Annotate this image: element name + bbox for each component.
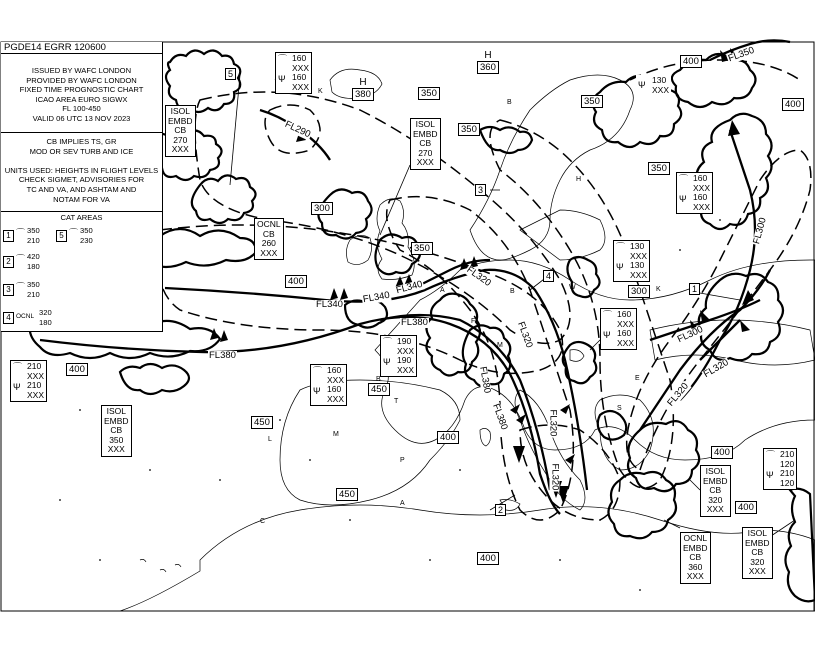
cat-number: 2 (3, 256, 14, 268)
tropopause-label: 350 (581, 95, 603, 108)
cb-base: XXX (107, 444, 125, 454)
tropopause-label: 450 (251, 416, 273, 429)
cat-base: 180 (27, 262, 40, 271)
issued-block (1, 54, 162, 133)
place-letter: E (635, 375, 640, 382)
cat-area-5 (56, 226, 156, 248)
jet-level-label: FL380 (477, 365, 493, 395)
tropopause-label: 400 (782, 98, 804, 111)
tropopause-label: 450 (368, 383, 390, 396)
turb-ice-label: ⌒ Ψ 160 XXX 160 XXX (310, 364, 347, 406)
cb-base: XXX (416, 157, 434, 167)
place-letter: M (333, 431, 339, 438)
icing-icon: Ψ (603, 330, 611, 340)
tropopause-label: 400 (711, 446, 733, 459)
cat-base: 210 (27, 290, 40, 299)
chart-header: PGDE14 EGRR 120600 (1, 42, 163, 54)
cb-type: EMBD (168, 115, 193, 126)
cat-top: 350 (27, 226, 40, 235)
tropopause-label: 450 (336, 488, 358, 501)
cat-top: 350 (27, 280, 40, 289)
cb-base: XXX (171, 144, 189, 154)
icing-icon: Ψ (679, 194, 687, 204)
cb-type: EMBD (745, 537, 770, 548)
place-letter: W (569, 284, 576, 291)
cat-area-number: 3 (475, 184, 486, 196)
place-letter: P (400, 457, 405, 464)
icing-icon: Ψ (383, 357, 391, 367)
turbulence-icon: ⌒ (616, 242, 626, 252)
cb-cloud: CB (689, 552, 702, 562)
turb-ice-label: ⌒ Ψ 130 XXX 130 XXX (613, 240, 650, 282)
jet-level-label: FL320 (549, 463, 561, 491)
jet-level-label: FL340 (316, 299, 343, 310)
cat-base: 180 (39, 318, 52, 327)
icing-icon: Ψ (278, 74, 286, 84)
cat-number: 5 (56, 230, 67, 242)
turbulence-icon: ⌒ (383, 337, 393, 347)
place-letter: S (617, 405, 622, 412)
cat-area-number: 1 (689, 283, 700, 295)
cb-coverage: ISOL (106, 406, 126, 416)
cb-coverage: ISOL (170, 106, 190, 116)
cb-base: XXX (748, 566, 766, 576)
cat-area-2 (3, 252, 161, 274)
turb-ice-label: ⌒ Ψ 210 120 210 120 (763, 448, 797, 490)
note-line: TC AND VA, AND ASHTAM AND (26, 184, 137, 194)
note-line (1, 156, 162, 166)
cb-cloud: CB (419, 138, 432, 148)
turbulence-icon: ⌒ (679, 174, 689, 184)
jet-level-label: FL350 (726, 44, 756, 65)
cb-label (700, 465, 731, 517)
tropopause-label: 400 (285, 275, 307, 288)
cb-coverage: OCNL (257, 219, 281, 229)
high-pressure-centre: H 380 (352, 77, 374, 101)
cb-label (165, 105, 196, 157)
issued-line: FIXED TIME PROGNOSTIC CHART (19, 85, 144, 95)
tropopause-label: 350 (411, 242, 433, 255)
cat-area-number: 4 (543, 270, 554, 282)
note-line: UNITS USED: HEIGHTS IN FLIGHT LEVELS (4, 165, 159, 175)
turbulence-icon: ⌒ (603, 310, 613, 320)
cb-cloud: CB (110, 425, 123, 435)
jet-level-label: FL320 (665, 380, 691, 409)
note-line: CB IMPLIES TS, GR (46, 137, 117, 146)
cb-top: 350 (109, 434, 124, 445)
jet-level-label: FL340 (362, 289, 391, 306)
issued-line: FL 100-450 (62, 104, 101, 114)
place-letter: M (497, 342, 503, 349)
jet-level-label: FL380 (490, 402, 510, 432)
cb-label (410, 118, 441, 170)
turbulence-icon: ⌒ (313, 366, 323, 376)
place-letter: L (268, 436, 272, 443)
tropopause-label: 350 (418, 87, 440, 100)
cat-area-3 (3, 280, 161, 302)
place-letter: F (471, 318, 476, 325)
cat-ocnl-label: OCNL (16, 313, 35, 320)
turbulence-icon: ⌒ (69, 228, 79, 238)
cb-cloud: CB (174, 125, 187, 135)
tropopause-label: 300 (628, 285, 650, 298)
icing-icon: Ψ (13, 382, 21, 392)
note-line: CHECK SIGMET, ADVISORIES FOR (18, 175, 145, 185)
place-letter: A (440, 287, 445, 294)
cat-top: 320 (39, 308, 52, 317)
legend-panel (1, 54, 163, 332)
turbulence-icon: ⌒ (16, 282, 26, 292)
tropopause-label: 400 (735, 501, 757, 514)
place-letter: B (376, 376, 381, 383)
cb-coverage: ISOL (705, 466, 725, 476)
cb-top: 360 (688, 561, 703, 572)
place-letter: B (510, 288, 515, 295)
place-letter: A (400, 500, 405, 507)
turbulence-icon: ⌒ (16, 254, 26, 264)
icing-icon: Ψ (313, 386, 321, 396)
turb-ice-label: ⌒ Ψ 160 XXX 160 XXX (275, 52, 312, 94)
tropopause-label: 350 (648, 162, 670, 175)
cat-area-number: 5 (225, 68, 236, 80)
jet-level-label: FL300 (675, 323, 705, 346)
cb-cloud: CB (709, 485, 722, 495)
tropopause-label: 400 (66, 363, 88, 376)
jet-level-label: FL300 (751, 216, 769, 246)
cb-coverage: ISOL (747, 528, 767, 538)
turbulence-icon: ⌒ (16, 228, 26, 238)
issued-line: VALID 06 UTC 13 NOV 2023 (32, 113, 131, 123)
jet-level-label: FL320 (515, 320, 535, 350)
jet-level-label: FL320 (547, 409, 559, 437)
icing-icon: Ψ (638, 80, 646, 90)
turbulence-icon: ⌒ (278, 54, 288, 64)
place-letter: H (576, 176, 582, 183)
tropopause-label: 300 (311, 202, 333, 215)
cat-areas-title: CAT AREAS (60, 213, 103, 222)
cb-top: 260 (261, 238, 276, 248)
turb-ice-label: Ψ 130 XXX (638, 75, 670, 95)
cb-type: EMBD (104, 415, 129, 426)
cat-number: 3 (3, 284, 14, 296)
issued-line: ICAO AREA EURO SIGWX (35, 94, 128, 104)
cb-label (680, 532, 711, 584)
place-letter: T (394, 398, 399, 405)
cat-base: 210 (27, 236, 40, 245)
tropopause-label: 400 (680, 55, 702, 68)
cb-type: EMBD (413, 128, 438, 139)
issued-line: PROVIDED BY WAFC LONDON (26, 75, 137, 85)
note-line: NOTAM FOR VA (53, 194, 110, 204)
turbulence-icon: ⌒ (766, 450, 776, 460)
cat-area-4 (3, 308, 161, 330)
jet-level-label: FL380 (209, 350, 236, 361)
tropopause-label: 350 (458, 123, 480, 136)
cb-type: EMBD (683, 542, 708, 553)
cb-top: 270 (173, 134, 188, 145)
icing-icon: Ψ (616, 262, 624, 272)
cb-cloud: CB (751, 547, 764, 557)
jet-level-label: FL320 (701, 357, 731, 381)
cb-top: 320 (750, 556, 765, 567)
turb-ice-label: ⌒ Ψ 190 XXX 190 XXX (380, 335, 417, 377)
place-letter: K (656, 286, 661, 293)
cb-label (101, 405, 132, 457)
icing-icon: Ψ (766, 470, 774, 480)
cb-label (742, 527, 773, 579)
cb-coverage: ISOL (415, 119, 435, 129)
cat-number: 4 (3, 312, 14, 324)
note-line: MOD OR SEV TURB AND ICE (29, 146, 134, 156)
jet-level-label: FL380 (401, 317, 428, 328)
cat-area-number: 2 (495, 504, 506, 516)
notes-block (1, 133, 162, 212)
cat-top: 350 (80, 226, 93, 235)
turb-ice-label: ⌒ Ψ 160 XXX 160 XXX (676, 172, 713, 214)
cat-top: 420 (27, 252, 40, 261)
jet-level-label: FL290 (283, 118, 313, 141)
place-letter: K (318, 88, 323, 95)
cb-base: XXX (686, 571, 704, 581)
issued-line: ISSUED BY WAFC LONDON (31, 66, 132, 75)
place-letter: B (507, 99, 512, 106)
jet-level-label: FL340 (394, 278, 424, 297)
cb-base: XXX (706, 504, 724, 514)
cb-cloud: CB (262, 228, 275, 239)
high-pressure-centre: H 360 (477, 50, 499, 74)
tropopause-label: 400 (437, 431, 459, 444)
turbulence-icon: ⌒ (13, 362, 23, 372)
tropopause-label: 400 (477, 552, 499, 565)
cb-coverage: OCNL (683, 533, 708, 543)
cat-number: 1 (3, 230, 14, 242)
jet-level-label: FL320 (464, 264, 493, 289)
turb-ice-label: ⌒ Ψ 210 XXX 210 XXX (10, 360, 47, 402)
cb-top: 270 (418, 147, 433, 158)
cat-base: 230 (80, 236, 93, 245)
cb-type: EMBD (703, 475, 728, 486)
cb-top: 320 (708, 494, 723, 505)
cb-base: XXX (260, 247, 278, 258)
cb-label (254, 218, 284, 260)
place-letter: C (260, 518, 266, 525)
turb-ice-label: ⌒ Ψ 160 XXX 160 XXX (600, 308, 637, 350)
